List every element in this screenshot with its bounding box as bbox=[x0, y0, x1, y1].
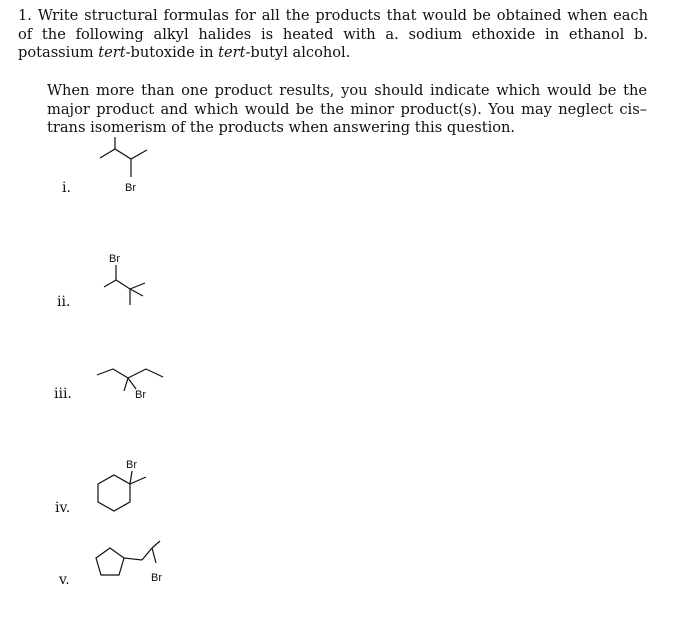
atom-label-br: Br bbox=[126, 459, 137, 471]
bond-ring-chain bbox=[124, 558, 142, 560]
question-number: 1. bbox=[18, 7, 32, 24]
bond-main bbox=[116, 280, 130, 289]
tert-italic-2: tert bbox=[218, 44, 246, 61]
question-part2: -butoxide in bbox=[125, 44, 219, 61]
ring-cyclopentane bbox=[96, 548, 124, 575]
structure-iii bbox=[97, 369, 163, 401]
item-label-iii: iii. bbox=[54, 386, 72, 402]
item-label-i: i. bbox=[62, 180, 71, 196]
item-label-iv: iv. bbox=[55, 500, 71, 516]
bond-arm-2 bbox=[130, 289, 143, 296]
bond-arm-1 bbox=[130, 283, 145, 289]
atom-label-br: Br bbox=[125, 182, 136, 194]
tert-italic-1: tert bbox=[98, 44, 126, 61]
item-label-ii: ii. bbox=[57, 294, 71, 310]
instruction-note: When more than one product results, you should indicate which would be the major product and which would be the minor product(s). You may neglect cis–trans isomerism of the products when answering this question. bbox=[47, 82, 647, 136]
bond-chain bbox=[97, 369, 163, 378]
bond-methyl bbox=[130, 477, 146, 484]
atom-label-br: Br bbox=[151, 572, 162, 584]
atom-label-br: Br bbox=[135, 389, 146, 401]
item-label-v: v. bbox=[59, 572, 70, 588]
bond-chain bbox=[100, 149, 147, 159]
bond-methyl-a bbox=[142, 548, 152, 560]
question-part1: Write structural formulas for all the products that would be obtained when each of the following alkyl halides is heated with a. sodium ethoxide in ethanol b. potassium bbox=[18, 7, 649, 61]
ring-cyclohexane bbox=[98, 475, 130, 511]
bond-br bbox=[152, 548, 156, 563]
structure-iv bbox=[98, 459, 146, 511]
bond-left bbox=[104, 280, 116, 287]
bond-br bbox=[128, 378, 136, 389]
structure-ii bbox=[104, 253, 145, 305]
bond-methyl-b bbox=[152, 541, 160, 548]
question-part3: -butyl alcohol. bbox=[245, 44, 351, 61]
structure-v bbox=[96, 541, 162, 584]
atom-label-br: Br bbox=[109, 253, 120, 265]
bond-br bbox=[130, 471, 132, 484]
structure-i bbox=[100, 137, 147, 194]
bond-methyl bbox=[124, 378, 128, 391]
